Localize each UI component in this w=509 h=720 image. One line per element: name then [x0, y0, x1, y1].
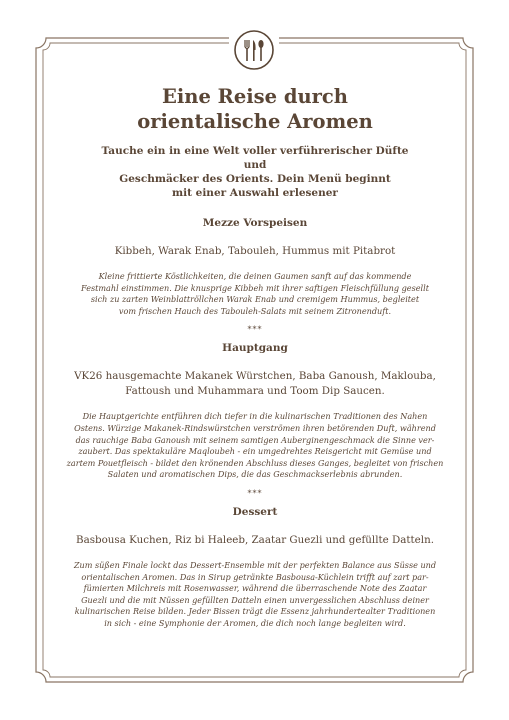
section-divider: ***: [247, 488, 263, 498]
dish-line: Kibbeh, Warak Enab, Tabouleh, Hummus mit Pitabrot: [114, 245, 396, 257]
section-description: [40, 271, 470, 317]
section-dishes: [40, 369, 470, 399]
description-line: Zum süßen Finale lockt das Dessert-Ensemble mit der perfekten Balance aus Süsse und: [73, 559, 437, 570]
description-line: Salaten und aromatischen Dips, die das Geschmackserlebnis abrunden.: [107, 469, 403, 480]
description-line: zartem Pouetfleisch - bildet den krönenden Abschluss dieses Ganges, begleitet von frischen: [66, 457, 444, 468]
intro-line: mit einer Auswahl erlesener: [172, 187, 338, 199]
cutlery-emblem: [229, 25, 279, 75]
dish-line: Fattoush und Muhammara und Toom Dip Saucen.: [125, 385, 385, 398]
title-line: orientalische Aromen: [137, 110, 373, 133]
section-title: Dessert: [232, 505, 278, 518]
dish-line: VK26 hausgemachte Makanek Würstchen, Baba Ganoush, Maklouba,: [74, 370, 436, 383]
section-title: Mezze Vorspeisen: [202, 217, 308, 229]
menu-content: [40, 84, 470, 630]
intro-line: Tauche ein in eine Welt voller verführerischer Düfte und: [101, 145, 409, 171]
description-line: kulinarischen Reise bilden. Jeder Bissen trägt die Essenz jahrhundertealter Traditionen: [74, 606, 436, 617]
section-dishes: [40, 244, 470, 259]
description-line: in sich - eine Symphonie der Aromen, die dich noch lange begleiten wird.: [104, 617, 406, 628]
section-title: Hauptgang: [222, 342, 288, 355]
description-line: Kleine frittierte Köstlichkeiten, die deinen Gaumen sanft auf das kommende: [98, 271, 412, 281]
menu-intro: [90, 144, 420, 200]
section-description: [40, 560, 470, 630]
section-dishes: [40, 533, 470, 548]
section-hauptgang: [40, 341, 470, 481]
description-line: das rauchige Baba Ganoush mit seinem samtigen Auberginengeschmack die Sinne ver-: [75, 434, 435, 445]
section-divider: ***: [247, 325, 263, 335]
description-line: Die Hauptgerichte entführen dich tiefer in die kulinarischen Traditionen des Nahen: [82, 411, 428, 422]
section-mezze: [40, 216, 470, 317]
section-dessert: [40, 505, 470, 630]
description-line: orientalischen Aromen. Das in Sirup getränkte Basbousa-Küchlein trifft auf zart par-: [81, 571, 429, 582]
description-line: Ostens. Würzige Makanek-Rindswürstchen verströmen ihren betörenden Duft, während: [74, 422, 436, 433]
title-line: Eine Reise durch: [162, 85, 348, 108]
description-line: fümierten Milchreis mit Rosenwasser, während die überraschende Note des Zaatar: [83, 583, 427, 594]
description-line: Festmahl einstimmen. Die knusprige Kibbeh mit ihrer saftigen Fleischfüllung gesellt: [81, 282, 429, 293]
description-line: vom frischen Hauch des Tabouleh-Salats mit seinem Zitronenduft.: [118, 305, 392, 316]
cutlery-icon: [232, 28, 276, 72]
description-line: zaubert. Das spektakuläre Maqloubeh - ein umgedrehtes Reisgericht mit Gemüse und: [78, 446, 432, 457]
section-description: [40, 411, 470, 481]
dish-line: Basbousa Kuchen, Riz bi Haleeb, Zaatar Guezli und gefüllte Datteln.: [76, 533, 434, 546]
description-line: sich zu zarten Weinblattröllchen Warak Enab und cremigem Hummus, begleitet: [90, 294, 420, 305]
description-line: Guezli und die mit Nüssen gefüllten Datteln einen unvergesslichen Abschluss deiner: [81, 594, 429, 605]
menu-title: [125, 84, 385, 134]
intro-line: Geschmäcker des Orients. Dein Menü beginnt: [119, 173, 391, 185]
